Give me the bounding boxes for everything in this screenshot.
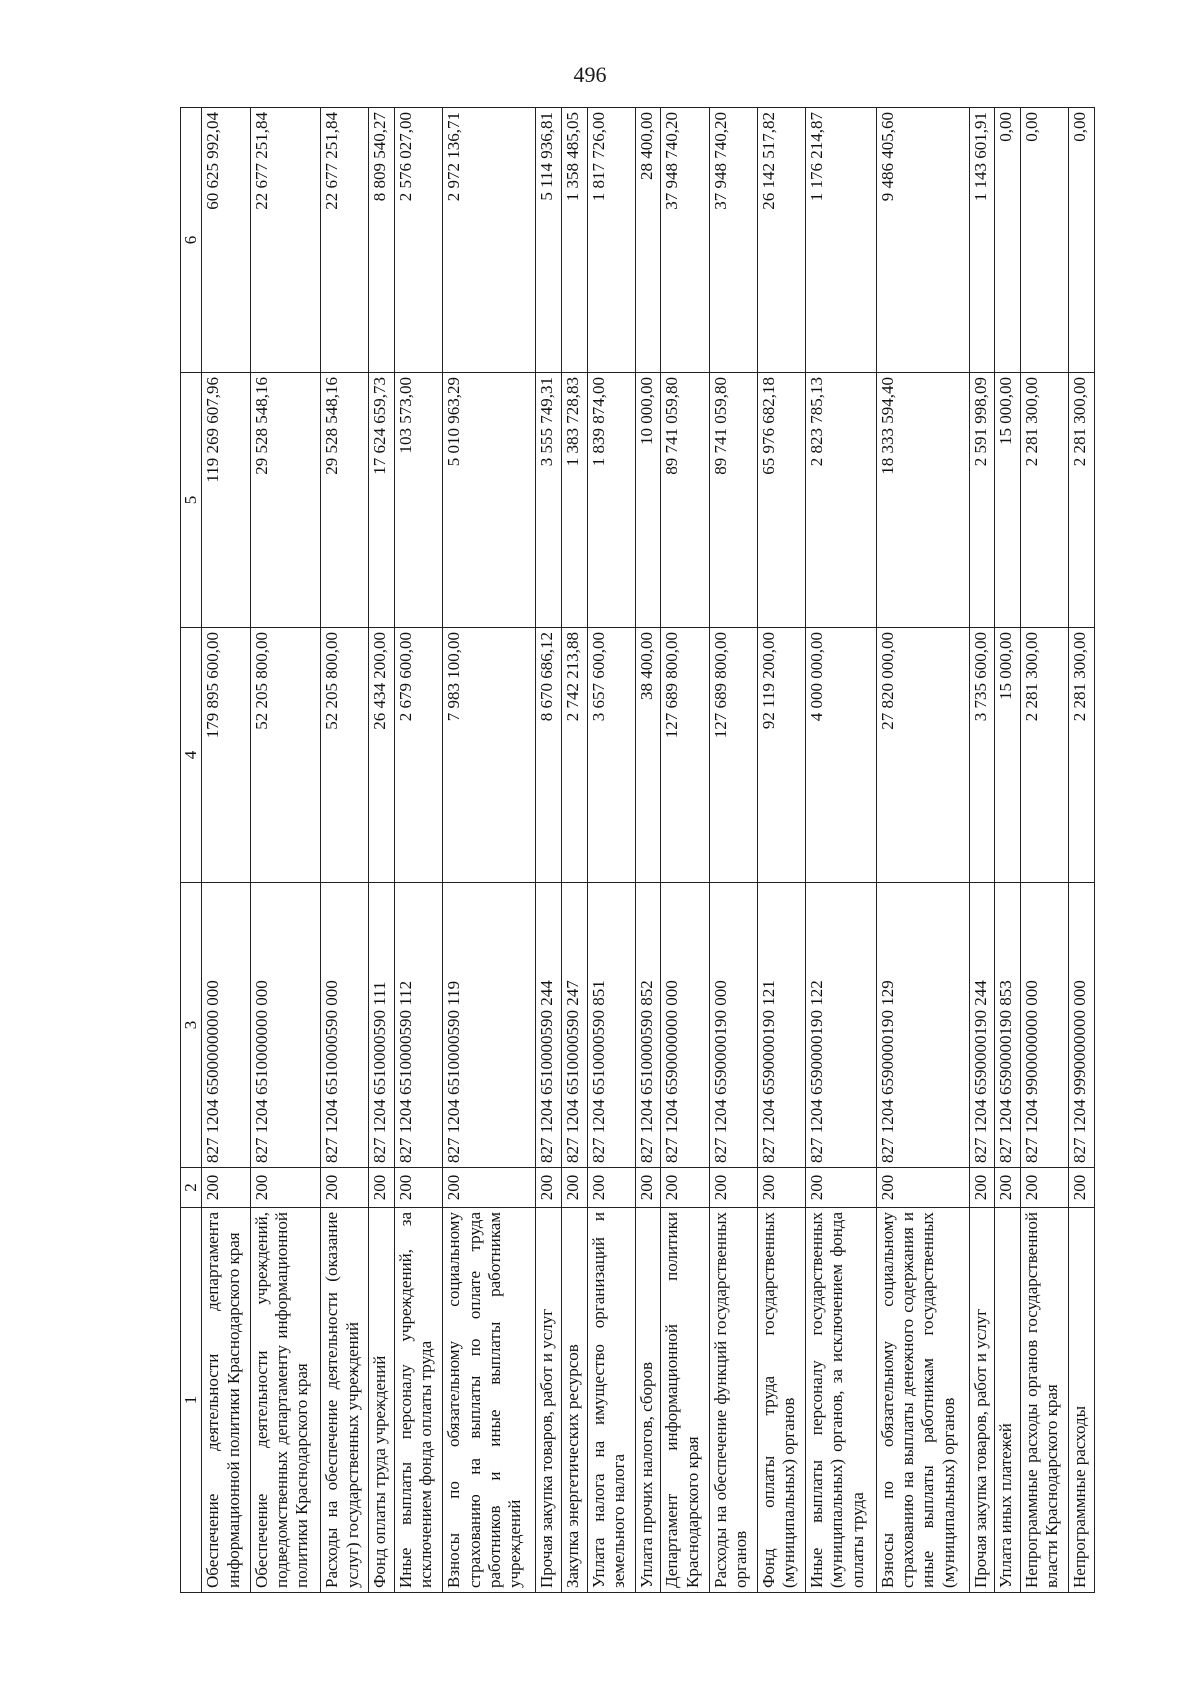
row-code: 200	[443, 1168, 536, 1208]
row-name: Взносы по обязательному социальному страхованию на выплаты денежного содержания и иные выплаты работникам государственных (муниципальных) органов	[876, 1208, 969, 1593]
row-name: Обеспечение деятельности учреждений, подведомственных департаменту информационной политики Краснодарского края	[250, 1208, 321, 1593]
row-classifier: 827 1204 6500000000 000	[202, 883, 250, 1168]
row-value-col4: 127 689 800,00	[661, 628, 709, 883]
row-value-col5: 1 383 728,83	[561, 373, 587, 628]
row-value-col4: 127 689 800,00	[709, 628, 757, 883]
row-value-col4: 52 205 800,00	[250, 628, 321, 883]
row-value-col6: 2 576 027,00	[395, 108, 443, 373]
row-classifier: 827 1204 6590000190 129	[876, 883, 969, 1168]
row-value-col5: 2 823 785,13	[805, 373, 876, 628]
row-value-col5: 65 976 682,18	[757, 373, 805, 628]
row-code: 200	[635, 1168, 661, 1208]
column-header-2: 2	[181, 1168, 202, 1208]
table-row	[635, 108, 661, 1593]
row-value-col5: 1 839 874,00	[587, 373, 635, 628]
row-value-col6: 28 400,00	[635, 108, 661, 373]
row-value-col6: 8 809 540,27	[369, 108, 395, 373]
row-value-col4: 38 400,00	[635, 628, 661, 883]
row-code: 200	[395, 1168, 443, 1208]
row-classifier: 827 1204 6510000590 244	[536, 883, 562, 1168]
table-row	[876, 108, 969, 1593]
table-row	[536, 108, 562, 1593]
row-value-col6: 22 677 251,84	[250, 108, 321, 373]
row-code: 200	[587, 1168, 635, 1208]
row-value-col6: 1 358 485,05	[561, 108, 587, 373]
row-classifier: 827 1204 6590000190 122	[805, 883, 876, 1168]
row-value-col5: 2 281 300,00	[1020, 373, 1068, 628]
row-name: Уплата прочих налогов, сборов	[635, 1208, 661, 1593]
column-header-5: 5	[181, 373, 202, 628]
row-value-col5: 29 528 548,16	[321, 373, 369, 628]
row-value-col4: 179 895 600,00	[202, 628, 250, 883]
row-value-col5: 89 741 059,80	[661, 373, 709, 628]
row-value-col6: 5 114 936,81	[536, 108, 562, 373]
row-code: 200	[969, 1168, 995, 1208]
row-code: 200	[1020, 1168, 1068, 1208]
row-name: Непрограммные расходы	[1069, 1208, 1095, 1593]
row-code: 200	[876, 1168, 969, 1208]
row-value-col5: 5 010 963,29	[443, 373, 536, 628]
table-row	[1069, 108, 1095, 1593]
row-value-col4: 15 000,00	[995, 628, 1021, 883]
row-name: Фонд оплаты труда государственных (муниципальных) органов	[757, 1208, 805, 1593]
table-row	[587, 108, 635, 1593]
row-classifier: 827 1204 6510000000 000	[250, 883, 321, 1168]
row-value-col5: 2 281 300,00	[1069, 373, 1095, 628]
row-classifier: 827 1204 6510000590 851	[587, 883, 635, 1168]
row-code: 200	[369, 1168, 395, 1208]
row-code: 200	[709, 1168, 757, 1208]
row-value-col5: 17 624 659,73	[369, 373, 395, 628]
row-classifier: 827 1204 6510000590 111	[369, 883, 395, 1168]
row-code: 200	[661, 1168, 709, 1208]
table-row	[709, 108, 757, 1593]
row-value-col4: 4 000 000,00	[805, 628, 876, 883]
row-value-col6: 60 625 992,04	[202, 108, 250, 373]
table-row	[395, 108, 443, 1593]
row-value-col6: 1 817 726,00	[587, 108, 635, 373]
table-row	[443, 108, 536, 1593]
row-value-col6: 0,00	[995, 108, 1021, 373]
row-name: Уплата налога на имущество организаций и земельного налога	[587, 1208, 635, 1593]
row-value-col5: 89 741 059,80	[709, 373, 757, 628]
column-header-6: 6	[181, 108, 202, 373]
row-name: Расходы на обеспечение деятельности (оказание услуг) государственных учреждений	[321, 1208, 369, 1593]
budget-table-container	[180, 108, 1095, 1593]
table-row	[995, 108, 1021, 1593]
row-name: Иные выплаты персоналу государственных (муниципальных) органов, за исключением фонда оплаты труда	[805, 1208, 876, 1593]
table-row	[661, 108, 709, 1593]
row-classifier: 827 1204 6590000190 244	[969, 883, 995, 1168]
row-name: Обеспечение деятельности департамента информационной политики Краснодарского края	[202, 1208, 250, 1593]
column-header-1: 1	[181, 1208, 202, 1593]
row-value-col6: 26 142 517,82	[757, 108, 805, 373]
row-value-col4: 2 679 600,00	[395, 628, 443, 883]
row-value-col5: 10 000,00	[635, 373, 661, 628]
row-code: 200	[805, 1168, 876, 1208]
row-classifier: 827 1204 6590000190 000	[709, 883, 757, 1168]
budget-table	[180, 107, 1095, 1593]
table-row	[805, 108, 876, 1593]
row-value-col6: 22 677 251,84	[321, 108, 369, 373]
row-name: Расходы на обеспечение функций государственных органов	[709, 1208, 757, 1593]
row-classifier: 827 1204 6510000590 119	[443, 883, 536, 1168]
row-value-col4: 2 742 213,88	[561, 628, 587, 883]
row-value-col6: 1 176 214,87	[805, 108, 876, 373]
row-value-col4: 26 434 200,00	[369, 628, 395, 883]
table-row	[757, 108, 805, 1593]
row-classifier: 827 1204 6510000590 852	[635, 883, 661, 1168]
row-code: 200	[202, 1168, 250, 1208]
table-row	[321, 108, 369, 1593]
row-code: 200	[561, 1168, 587, 1208]
row-name: Прочая закупка товаров, работ и услуг	[969, 1208, 995, 1593]
row-code: 200	[536, 1168, 562, 1208]
page-number: 496	[573, 62, 607, 87]
row-name: Департамент информационной политики Краснодарского края	[661, 1208, 709, 1593]
row-value-col5: 15 000,00	[995, 373, 1021, 628]
row-value-col4: 27 820 000,00	[876, 628, 969, 883]
row-code: 200	[757, 1168, 805, 1208]
row-value-col4: 3 657 600,00	[587, 628, 635, 883]
row-value-col6: 2 972 136,71	[443, 108, 536, 373]
row-value-col5: 2 591 998,09	[969, 373, 995, 628]
row-value-col5: 103 573,00	[395, 373, 443, 628]
row-value-col4: 2 281 300,00	[1020, 628, 1068, 883]
table-row	[202, 108, 250, 1593]
row-value-col6: 37 948 740,20	[709, 108, 757, 373]
row-value-col5: 119 269 607,96	[202, 373, 250, 628]
row-value-col4: 3 735 600,00	[969, 628, 995, 883]
row-name: Взносы по обязательному социальному страхованию на выплаты по оплате труда работников и иные выплаты работникам учреждений	[443, 1208, 536, 1593]
row-value-col5: 29 528 548,16	[250, 373, 321, 628]
row-name: Прочая закупка товаров, работ и услуг	[536, 1208, 562, 1593]
table-row	[561, 108, 587, 1593]
row-code: 200	[1069, 1168, 1095, 1208]
row-classifier: 827 1204 9900000000 000	[1020, 883, 1068, 1168]
row-value-col4: 2 281 300,00	[1069, 628, 1095, 883]
table-row	[369, 108, 395, 1593]
row-name: Фонд оплаты труда учреждений	[369, 1208, 395, 1593]
row-value-col6: 9 486 405,60	[876, 108, 969, 373]
row-value-col6: 1 143 601,91	[969, 108, 995, 373]
table-body	[202, 108, 1095, 1593]
row-code: 200	[250, 1168, 321, 1208]
header-row	[181, 108, 202, 1593]
row-name: Уплата иных платежей	[995, 1208, 1021, 1593]
row-value-col4: 52 205 800,00	[321, 628, 369, 883]
row-value-col4: 8 670 686,12	[536, 628, 562, 883]
row-name: Закупка энергетических ресурсов	[561, 1208, 587, 1593]
column-header-4: 4	[181, 628, 202, 883]
row-name: Иные выплаты персоналу учреждений, за исключением фонда оплаты труда	[395, 1208, 443, 1593]
table-row	[250, 108, 321, 1593]
row-classifier: 827 1204 6510000590 112	[395, 883, 443, 1168]
row-classifier: 827 1204 6590000190 121	[757, 883, 805, 1168]
row-code: 200	[995, 1168, 1021, 1208]
row-name: Непрограммные расходы органов государственной власти Краснодарского края	[1020, 1208, 1068, 1593]
row-classifier: 827 1204 6590000000 000	[661, 883, 709, 1168]
table-row	[969, 108, 995, 1593]
row-classifier: 827 1204 6510000590 247	[561, 883, 587, 1168]
row-value-col6: 37 948 740,20	[661, 108, 709, 373]
table-row	[1020, 108, 1068, 1593]
row-value-col4: 92 119 200,00	[757, 628, 805, 883]
column-header-3: 3	[181, 883, 202, 1168]
row-value-col6: 0,00	[1020, 108, 1068, 373]
row-classifier: 827 1204 6510000590 000	[321, 883, 369, 1168]
row-code: 200	[321, 1168, 369, 1208]
row-value-col5: 3 555 749,31	[536, 373, 562, 628]
row-classifier: 827 1204 6590000190 853	[995, 883, 1021, 1168]
row-value-col6: 0,00	[1069, 108, 1095, 373]
row-classifier: 827 1204 9990000000 000	[1069, 883, 1095, 1168]
row-value-col5: 18 333 594,40	[876, 373, 969, 628]
row-value-col4: 7 983 100,00	[443, 628, 536, 883]
